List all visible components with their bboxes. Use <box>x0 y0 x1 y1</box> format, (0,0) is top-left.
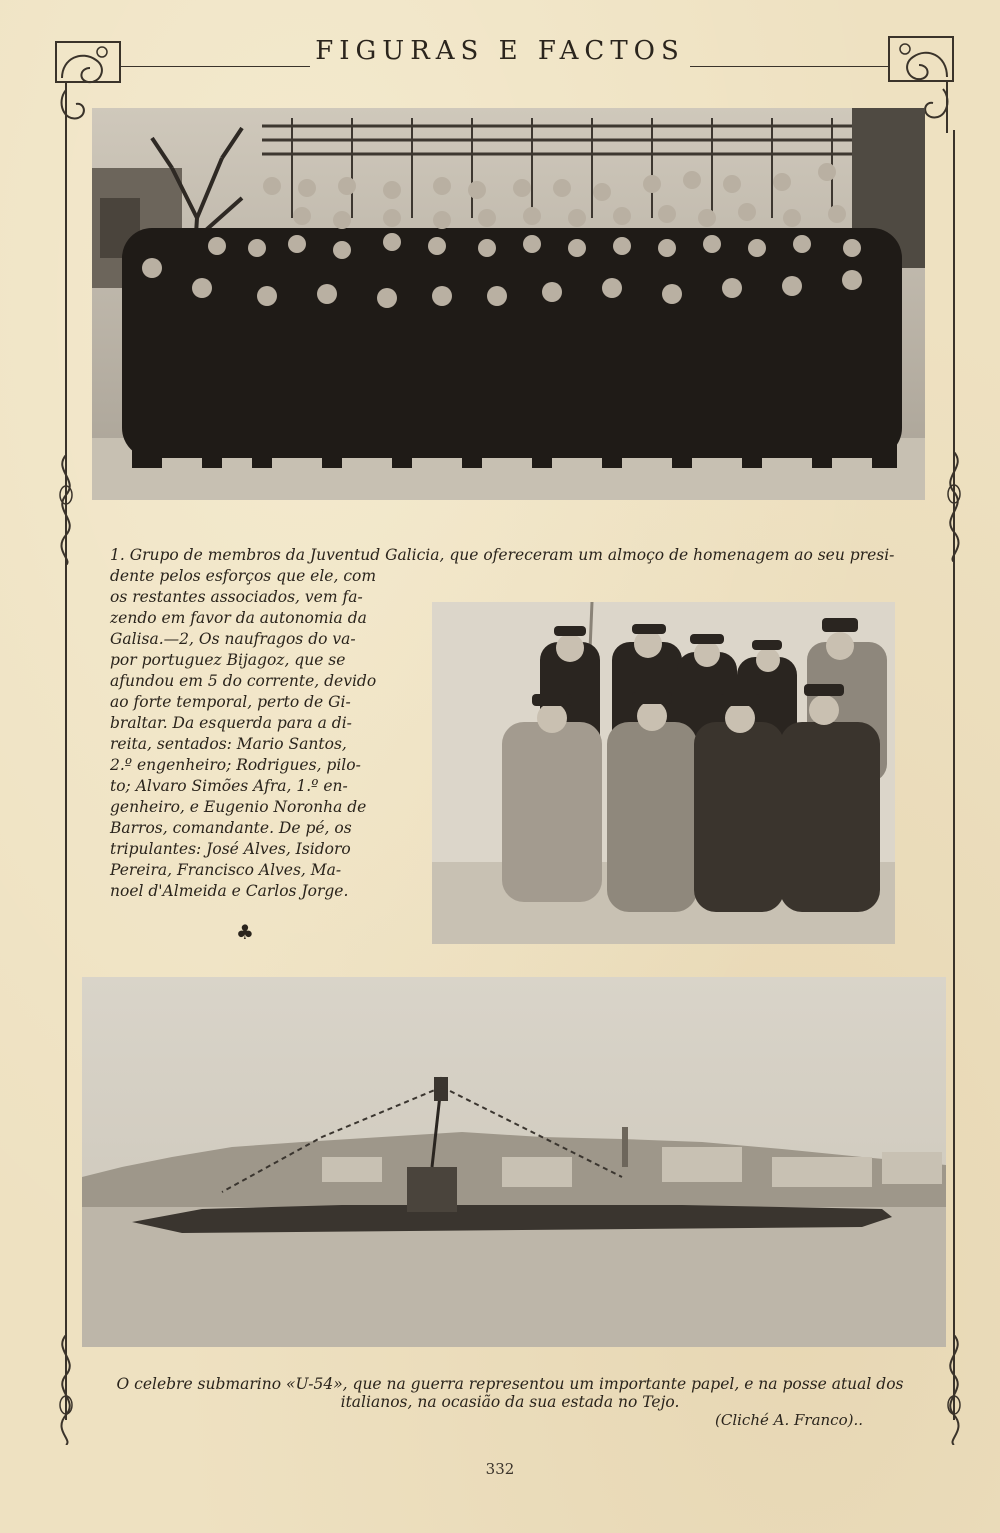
page-number: 332 <box>485 1460 515 1478</box>
side-scroll-ornament-icon <box>53 455 79 565</box>
caption-line: Pereira, Francisco Alves, Ma- <box>110 861 342 879</box>
caption-submarine-line-1: O celebre submarino «U-54», que na guerra representou um importante papel, e na posse atual dos <box>116 1375 904 1393</box>
frame-left-line <box>65 130 67 1420</box>
photo-credit: (Cliché A. Franco).. <box>715 1411 864 1429</box>
caption-submarine <box>80 1375 940 1411</box>
caption-line: dente pelos esforços que ele, com <box>110 567 377 585</box>
caption-line: os restantes associados, vem fa- <box>110 588 363 606</box>
caption-line: Barros, comandante. De pé, os <box>110 819 352 837</box>
side-scroll-ornament-icon <box>941 1335 967 1445</box>
caption-line: noel d'Almeida e Carlos Jorge. <box>110 882 349 900</box>
caption-line: reita, sentados: Mario Santos, <box>110 735 347 753</box>
caption-line: Galisa.—2, Os naufragos do va- <box>110 630 356 648</box>
side-scroll-ornament-icon <box>53 1335 79 1445</box>
side-scroll-ornament-icon <box>941 452 967 562</box>
frame-top-line <box>120 66 310 67</box>
page-title: FIGURAS E FACTOS <box>315 36 685 66</box>
frame-right-line <box>953 130 955 1420</box>
caption-line: tripulantes: José Alves, Isidoro <box>110 840 351 858</box>
caption-line: zendo em favor da autonomia da <box>110 609 367 627</box>
caption-line: ao forte temporal, perto de Gi- <box>110 693 351 711</box>
group-photo-juventud-galicia <box>92 108 925 500</box>
submarine-u54-photo <box>82 977 946 1347</box>
caption-line: to; Alvaro Simões Afra, 1.º en- <box>110 777 348 795</box>
club-ornament-icon: ♣ <box>236 920 254 944</box>
frame-top-line-right <box>690 66 890 67</box>
caption-line: 1. Grupo de membros da Juventud Galicia, que ofereceram um almoço de homenagem ao seu presi- <box>110 546 895 564</box>
caption-line: braltar. Da esquerda para a di- <box>110 714 352 732</box>
caption-line: afundou em 5 do corrente, devido <box>110 672 377 690</box>
shipwreck-survivors-photo <box>432 602 895 944</box>
caption-line: 2.º engenheiro; Rodrigues, pilo- <box>110 756 361 774</box>
caption-submarine-line-2: italianos, na ocasião da sua estada no Tejo. <box>340 1393 680 1411</box>
caption-line: genheiro, e Eugenio Noronha de <box>110 798 367 816</box>
caption-line: por portuguez Bijagoz, que se <box>110 651 346 669</box>
